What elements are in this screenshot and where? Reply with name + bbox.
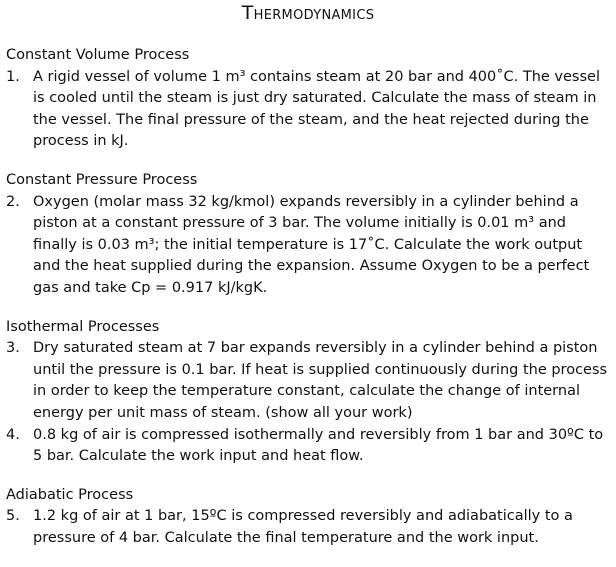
section-heading: Constant Pressure Process — [6, 171, 198, 188]
problem-number: 4. — [6, 426, 20, 443]
problem-number: 2. — [6, 193, 20, 210]
problem-item — [6, 506, 610, 549]
problem-item — [6, 338, 610, 424]
problem-number: 1. — [6, 68, 20, 85]
page-title-text: Thermodynamics — [241, 2, 375, 24]
problem-text: A rigid vessel of volume 1 m³ contains steam at 20 bar and 400˚C. The vessel is cooled until the steam is just dry saturated. Calculate the mass of steam in the vessel. The final pressure of the steam, and the heat rejected during the process in kJ. — [33, 68, 600, 150]
problem-item — [6, 425, 610, 468]
section-adiabatic — [6, 485, 610, 550]
section-heading: Adiabatic Process — [6, 486, 134, 503]
section-heading: Isothermal Processes — [6, 318, 160, 335]
section-constant-volume — [6, 45, 610, 153]
page-title — [6, 0, 610, 28]
problem-text: 1.2 kg of air at 1 bar, 15ºC is compressed reversibly and adiabatically to a pressure of 4 bar. Calculate the final temperature and the work input. — [33, 508, 573, 546]
problem-item — [6, 192, 610, 300]
section-constant-pressure — [6, 170, 610, 300]
section-heading: Constant Volume Process — [6, 47, 190, 63]
problem-text: Dry saturated steam at 7 bar expands reversibly in a cylinder behind a piston until the pressure is 0.1 bar. If heat is supplied continuously during the process in order to keep the temperature constant, calculate the change of internal energy per unit mass of steam. (show all your work) — [33, 340, 608, 421]
problem-number: 5. — [6, 508, 20, 525]
problem-text: Oxygen (molar mass 32 kg/kmol) expands reversibly in a cylinder behind a piston at a constant pressure of 3 bar. The volume initially is 0.01 m³ and finally is 0.03 m³; the initial temperature is 17˚C. Calculate the work output and the heat supplied during the expansion. Assume Oxygen to be a perfect gas and take Cp = 0.917 kJ/kgK. — [33, 193, 590, 296]
section-isothermal — [6, 317, 610, 468]
problem-text: 0.8 kg of air is compressed isothermally and reversibly from 1 bar and 30ºC to 5 bar. Calculate the work input and heat flow. — [33, 426, 604, 465]
problem-item — [6, 67, 610, 153]
problem-number: 3. — [6, 340, 20, 357]
